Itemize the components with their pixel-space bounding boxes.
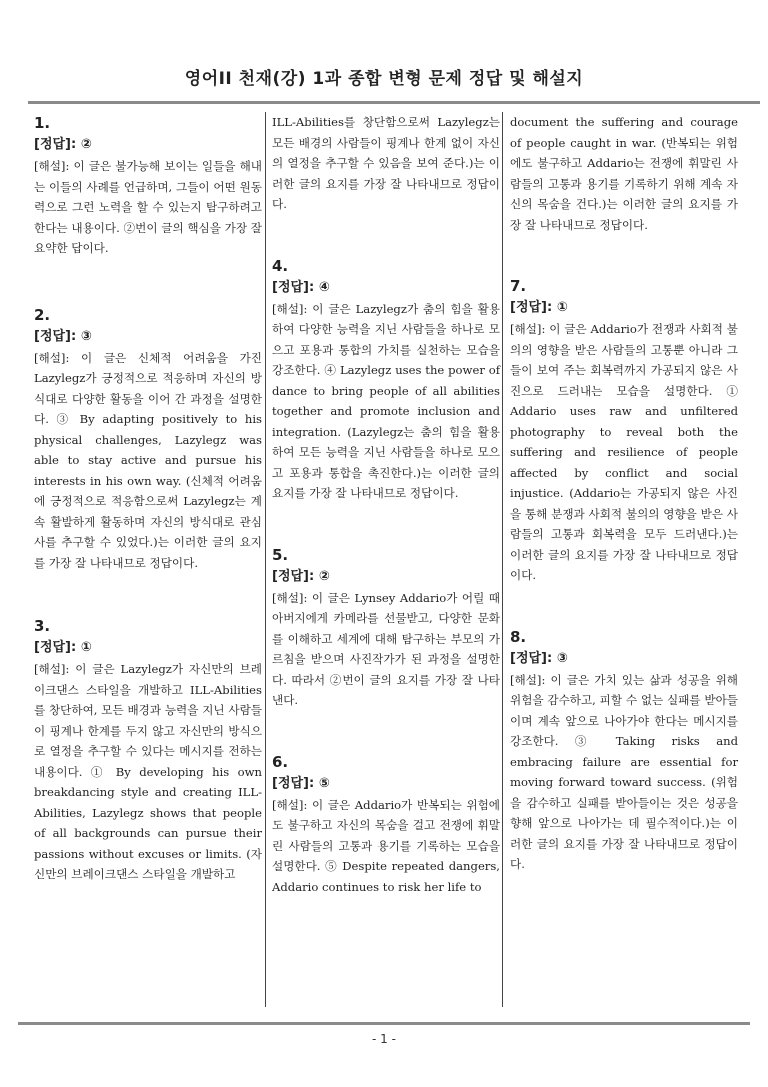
question-6 [272, 751, 500, 898]
answer-line: [정답]: ① [34, 640, 92, 655]
explanation: [해설]: 이 글은 Lazylegz가 자신만의 브레이크댄스 스타일을 개발하고 ILL-Abilities를 창단하여, 모든 배경과 능력을 지닌 사람들이 핑계나 한계를 두지 않고 자신만의 방식으로 열정을 추구할 수 있다는 메시지를 전하는 내용이다. ① By developing his own breakdancing style and creating ILL-Abilities, Lazylegz shows that people of all backgrounds can pursue their passions without excuses or limits. (자신만의 브레이크댄스 스타일을 개발하고 [34, 662, 262, 881]
question-5 [272, 544, 500, 711]
answer-line: [정답]: ③ [510, 650, 568, 666]
bottom-divider [18, 1022, 750, 1025]
left-column [34, 112, 262, 885]
question-number: 2. [34, 305, 51, 324]
answer-line: [정답]: ④ [272, 279, 330, 295]
explanation-continued: document the suffering and courage of people caught in war. (반복되는 위험에도 불구하고 Addario는 전쟁에 휘말린 사람들의 고통과 용기를 기록하기 위해 계속 자신의 목숨을 건다.)는 이러한 글의 요지를 가장 잘 나타내므로 정답이다. [510, 115, 738, 232]
middle-column [272, 112, 500, 897]
explanation: [해설]: 이 글은 신체적 어려움을 가진 Lazylegz가 긍정적으로 적응하며 자신의 방식대로 다양한 활동을 이어 간 과정을 설명한다. ③ By adapting positively to his physical challenges, Lazylegz was able to stay active and pursue his interests in his own way. (신체적 어려움에 긍정적으로 적응함으로써 Lazylegz는 계속 활발하게 활동하며 자신의 방식대로 관심사를 추구할 수 있었다.)는 이러한 글의 요지를 가장 잘 나타내므로 정답이다. [34, 350, 262, 570]
question-7 [510, 275, 738, 586]
question-number: 1. [34, 114, 51, 132]
question-number: 4. [272, 256, 289, 275]
question-2 [34, 304, 262, 574]
question-3 [34, 615, 262, 885]
explanation: [해설]: 이 글은 가치 있는 삶과 성공을 위해 위험을 감수하고, 피할 수 없는 실패를 받아들이며 계속 앞으로 나아가야 한다는 메시지를 강조한다. ③ Taking risks and embracing failure are essential for moving forward toward success. (위험을 감수하고 실패를 받아들이는 것은 성공을 향해 앞으로 나아가는 데 필수적이다.)는 이러한 글의 요지를 가장 잘 나타내므로 정답이다. [510, 672, 738, 871]
question-number: 7. [510, 277, 527, 295]
answer-line: [정답]: ③ [34, 328, 92, 344]
answer-line: [정답]: ① [510, 300, 568, 315]
question-number: 6. [272, 752, 289, 771]
answer-line: [정답]: ② [34, 137, 92, 152]
question-1 [34, 112, 262, 259]
answer-line: [정답]: ② [272, 568, 330, 584]
explanation-continued: ILL-Abilities를 창단함으로써 Lazylegz는 모든 배경의 사람들이 핑계나 한계 없이 자신의 열정을 추구할 수 있음을 보여 준다.)는 이러한 글의 요지를 가장 잘 나타내므로 정답이다. [272, 115, 500, 211]
explanation: [해설]: 이 글은 Addario가 반복되는 위험에도 불구하고 자신의 목숨을 걸고 전쟁에 휘말린 사람들의 고통과 용기를 기록하는 모습을 설명한다. ⑤ Despite repeated dangers, Addario continues to risk her life to [272, 797, 500, 894]
right-column [510, 112, 738, 875]
question-8 [510, 626, 738, 875]
question-number: 3. [34, 617, 51, 635]
explanation: [해설]: 이 글은 불가능해 보이는 일들을 해내는 이들의 사례를 언급하며, 그들이 어떤 원동력으로 그런 노력을 할 수 있는지 탐구하려고 한다는 내용이다. ②번이 글의 핵심을 가장 잘 요약한 답이다. [34, 159, 262, 255]
explanation: [해설]: 이 글은 Addario가 전쟁과 사회적 불의의 영향을 받은 사람들의 고통뿐 아니라 그들이 보여 주는 회복력까지 가공되지 않은 사진으로 드러내는 모습을 설명한다. ① Addario uses raw and unfiltered photography to reveal both the suffering and resilience of people affected by conflict and social injustice. (Addario는 가공되지 않은 사진을 통해 분쟁과 사회적 불의의 영향을 받은 사람들의 고통과 회복력을 모두 드러낸다.)는 이러한 글의 요지를 가장 잘 나타내므로 정답이다. [510, 322, 738, 582]
question-4 [272, 255, 500, 504]
explanation: [해설]: 이 글은 Lynsey Addario가 어릴 때 아버지에게 카메라를 선물받고, 다양한 문화를 이해하고 세계에 대해 탐구하는 부모의 가르침을 받으며 사진작가가 된 과정을 설명한다. 따라서 ②번이 글의 요지를 가장 잘 나타낸다. [272, 590, 500, 707]
page-number: - 1 - [372, 1032, 396, 1046]
column-divider-right [502, 112, 503, 1007]
explanation: [해설]: 이 글은 Lazylegz가 춤의 힘을 활용하여 다양한 능력을 지닌 사람들을 하나로 모으고 포용과 통합의 가치를 실천하는 모습을 강조한다. ④ Lazylegz uses the power of dance to bring people of all abilities together and promote inclusion and integration. (Lazylegz는 춤의 힘을 활용하여 모든 능력을 지닌 사람들을 하나로 모으고 포용과 통합을 촉진한다.)는 이러한 글의 요지를 가장 잘 나타내므로 정답이다. [272, 301, 500, 500]
question-number: 5. [272, 545, 289, 564]
column-divider-left [265, 112, 266, 1007]
question-number: 8. [510, 627, 527, 646]
document-title: 영어II 천재(강) 1과 종합 변형 문제 정답 및 해설지 [184, 69, 584, 89]
answer-line: [정답]: ⑤ [272, 775, 330, 791]
top-divider [28, 101, 760, 104]
